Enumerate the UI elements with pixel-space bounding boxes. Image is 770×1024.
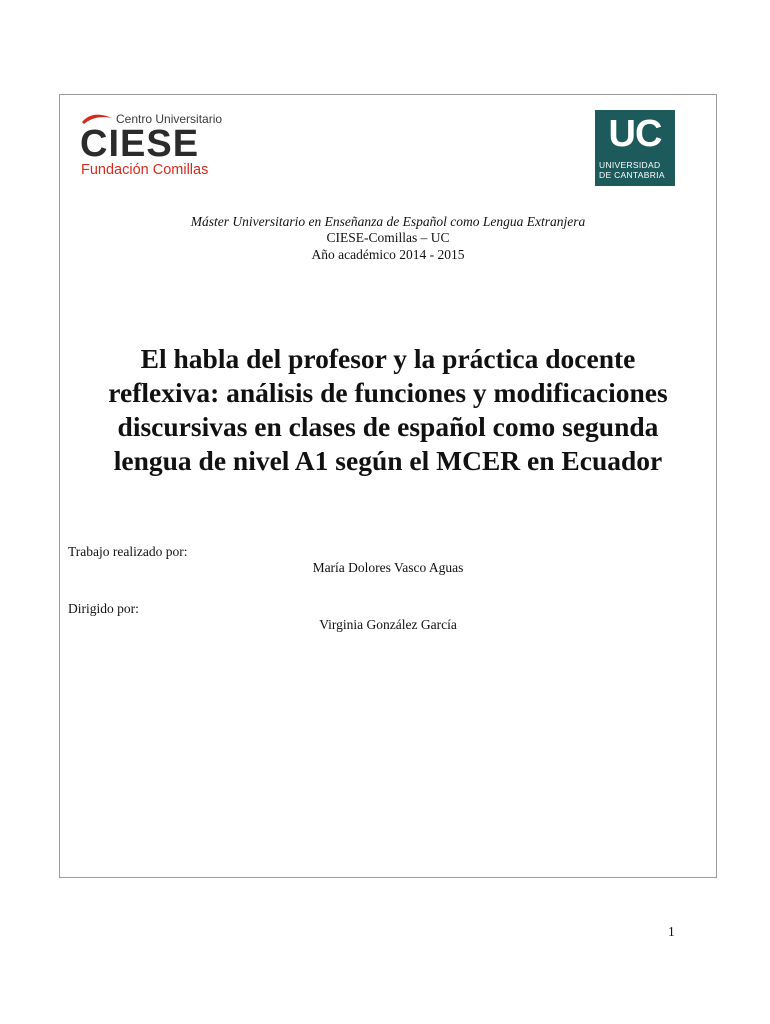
ciese-subtitle: Fundación Comillas [81, 162, 209, 178]
author-name: María Dolores Vasco Aguas [312, 560, 464, 575]
uc-line2: DE CANTABRIA [599, 170, 665, 180]
uc-line1: UNIVERSIDAD [599, 160, 661, 170]
thesis-title [59, 342, 717, 478]
advisor-label: Dirigido por: [68, 601, 139, 616]
advisor-name: Virginia González García [319, 617, 457, 632]
academic-year: Año académico 2014 - 2015 [311, 247, 465, 262]
uc-short-name: UC [608, 113, 662, 155]
institutions: CIESE-Comillas – UC [326, 230, 450, 245]
title-line-2: reflexiva: análisis de funciones y modificaciones [108, 377, 668, 408]
title-line-3: discursivas en clases de español como segunda [117, 411, 659, 442]
ciese-logo [80, 110, 223, 182]
ciese-top-text: Centro Universitario [116, 112, 223, 126]
ciese-name: CIESE [80, 123, 200, 165]
page-number: 1 [668, 924, 675, 939]
program-name: Máster Universitario en Enseñanza de Español como Lengua Extranjera [190, 214, 586, 229]
author-label: Trabajo realizado por: [68, 544, 188, 559]
uc-logo [595, 110, 675, 186]
title-line-4: lengua de nivel A1 según el MCER en Ecuador [113, 445, 663, 476]
cover-frame [59, 94, 717, 878]
title-line-1: El habla del profesor y la práctica docente [140, 343, 636, 374]
